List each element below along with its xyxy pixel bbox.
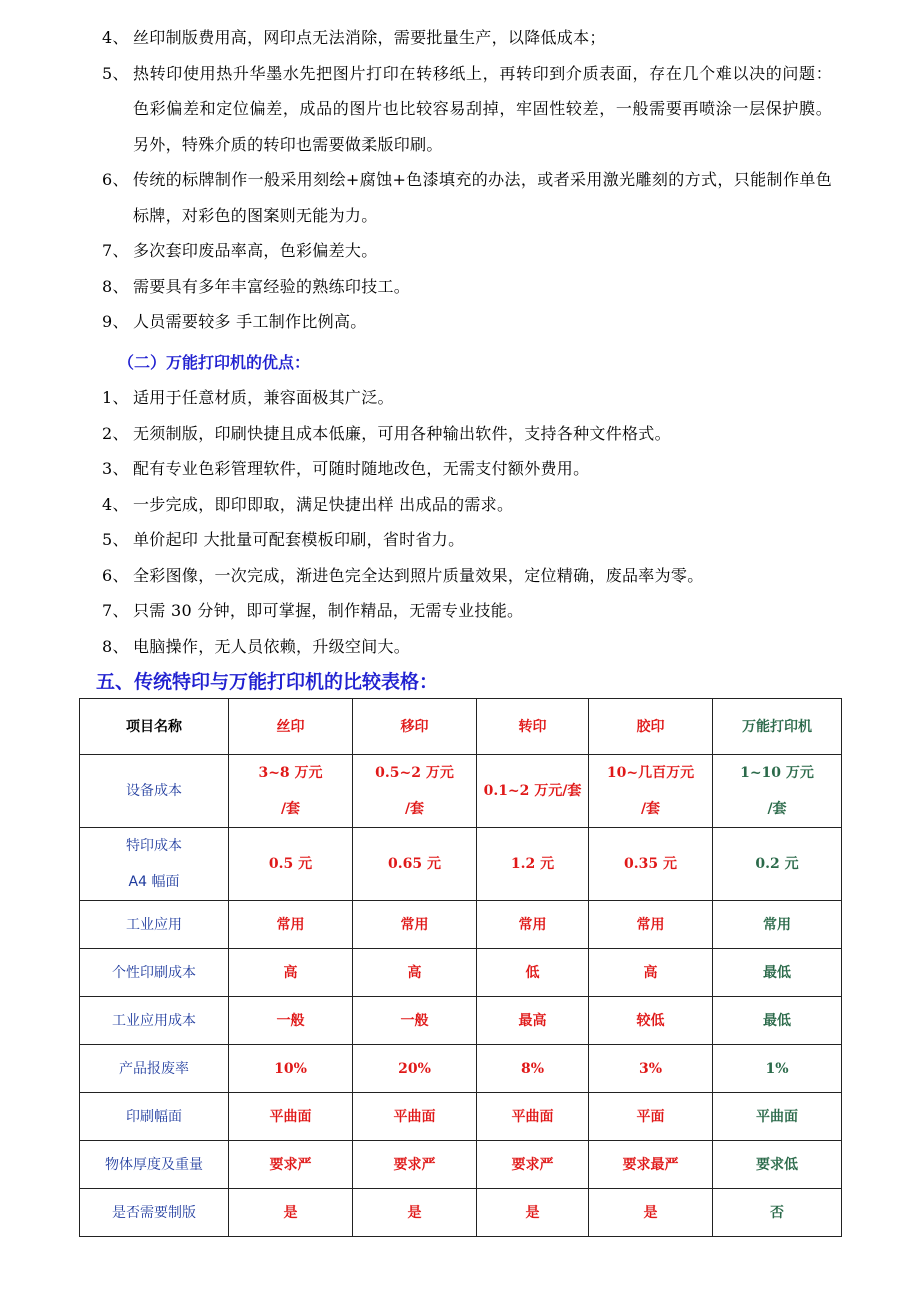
- table-cell-line: 常用: [276, 916, 305, 933]
- table-header-cell: 移印: [353, 699, 477, 755]
- table-cell: [353, 755, 477, 828]
- table-cell: [713, 828, 842, 901]
- table-cell-line: 高: [407, 964, 422, 981]
- table-cell-line: 0.35 元: [624, 856, 677, 872]
- table-cell: [477, 949, 589, 997]
- table-header-cell: 项目名称: [80, 699, 229, 755]
- list-item-text: 单价起印 大批量可配套模板印刷，省时省力。: [133, 530, 465, 549]
- row-label: [80, 1045, 229, 1093]
- row-label: [80, 949, 229, 997]
- list-item: [102, 269, 832, 305]
- table-cell-line: 0.5~2 万元: [375, 765, 454, 781]
- table-cell-line: 一般: [400, 1012, 429, 1029]
- table-cell-line: 是: [283, 1204, 298, 1221]
- list-item: [102, 380, 832, 416]
- table-cell-line: 1~10 万元: [740, 765, 814, 781]
- table-cell: [353, 997, 477, 1045]
- table-cell: [229, 755, 353, 828]
- list-item-number: 4、: [102, 494, 129, 514]
- comparison-table-heading: 五、传统特印与万能打印机的比较表格：: [96, 671, 439, 693]
- list-item: [102, 522, 832, 558]
- advantages-heading: （二）万能打印机的优点：: [118, 353, 311, 372]
- list-item-number: 7、: [102, 601, 129, 620]
- list-item: [102, 558, 832, 594]
- list-item: [102, 233, 832, 269]
- list-item-number: 8、: [102, 636, 129, 656]
- table-cell: [589, 901, 713, 949]
- list-item-text: 电脑操作，无人员依赖，升级空间大。: [133, 636, 411, 656]
- list-item-text: 需要具有多年丰富经验的熟练印技工。: [133, 276, 411, 296]
- table-cell: [229, 901, 353, 949]
- list-item-text: 热转印使用热升华墨水先把图片打印在转移纸上，再转印到介质表面，存在几个难以决的问题：色彩偏差和定位偏差，成品的图片也比较容易刮掉，牢固性较差，一般需要再喷涂一层保护膜。另外，特殊介质的转印也需要做柔版印刷。: [133, 63, 832, 154]
- row-label-line: 是否需要制版: [112, 1204, 196, 1221]
- table-cell: [589, 949, 713, 997]
- table-cell-line: 高: [283, 964, 298, 981]
- row-label: [80, 1189, 229, 1237]
- table-cell-line: 平曲面: [269, 1108, 312, 1125]
- row-label: [80, 755, 229, 828]
- row-label-line: 设备成本: [126, 783, 182, 799]
- table-cell: [589, 1045, 713, 1093]
- table-cell-line: 低: [525, 964, 540, 981]
- table-cell: [229, 997, 353, 1045]
- list-item: [102, 304, 832, 340]
- table-cell-line: /套: [767, 801, 787, 817]
- list-item-number: 6、: [102, 170, 129, 189]
- table-cell-line: 1%: [765, 1060, 789, 1077]
- table-cell: [353, 1189, 477, 1237]
- row-label: [80, 1141, 229, 1189]
- table-cell: [713, 1093, 842, 1141]
- table-cell-line: 0.2 元: [755, 856, 799, 872]
- table-cell: [589, 828, 713, 901]
- table-cell-line: 8%: [520, 1060, 545, 1077]
- table-cell: [353, 949, 477, 997]
- table-header-cell: 转印: [477, 699, 589, 755]
- table-cell-line: 要求严: [269, 1156, 312, 1173]
- table-cell-line: 常用: [400, 916, 429, 933]
- table-cell-line: 平面: [636, 1108, 665, 1125]
- table-cell: [477, 828, 589, 901]
- list-item-number: 1、: [102, 388, 129, 407]
- table-cell: [713, 755, 842, 828]
- table-cell: [589, 1141, 713, 1189]
- table-cell-line: 最高: [518, 1012, 547, 1029]
- table-cell: [713, 901, 842, 949]
- table-cell-line: 10~几百万元: [606, 765, 695, 781]
- table-cell: [713, 1141, 842, 1189]
- list-item-number: 8、: [102, 276, 129, 296]
- table-row: [80, 1093, 842, 1141]
- table-row: [80, 1189, 842, 1237]
- table-cell-line: 3~8 万元: [258, 765, 323, 781]
- table-cell-line: 常用: [636, 916, 665, 933]
- table-cell: [353, 901, 477, 949]
- row-label-line: A4 幅面: [128, 874, 180, 890]
- row-label-line: 印刷幅面: [126, 1108, 182, 1125]
- table-header-cell: 丝印: [229, 699, 353, 755]
- list-item: [102, 487, 832, 523]
- list-item-text: 多次套印废品率高，色彩偏差大。: [133, 241, 378, 260]
- table-cell-line: /套: [404, 801, 425, 817]
- list-item-text: 无须制版，印刷快捷且成本低廉，可用各种输出软件，支持各种文件格式。: [133, 423, 671, 443]
- table-cell-line: 10%: [274, 1060, 307, 1077]
- list-item: [102, 416, 832, 452]
- table-cell: [589, 997, 713, 1045]
- table-cell: [589, 755, 713, 828]
- table-cell-line: 要求严: [393, 1156, 436, 1173]
- table-cell-line: 较低: [636, 1012, 665, 1029]
- row-label-line: 工业应用: [126, 916, 182, 933]
- table-cell-line: 常用: [518, 916, 547, 933]
- table-cell-line: 要求最严: [622, 1156, 679, 1173]
- table-cell: [353, 1045, 477, 1093]
- table-cell: [589, 1093, 713, 1141]
- table-cell-line: 0.65 元: [388, 856, 441, 872]
- list-item-text: 配有专业色彩管理软件，可随时随地改色，无需支付额外费用。: [133, 459, 590, 478]
- table-cell: [477, 1045, 589, 1093]
- list-item: [102, 162, 832, 233]
- table-cell: [229, 1189, 353, 1237]
- table-header-cell: 胶印: [589, 699, 713, 755]
- table-cell-line: 20%: [398, 1060, 431, 1077]
- table-cell-line: 1.2 元: [510, 856, 555, 872]
- table-row: [80, 828, 842, 901]
- table-cell-line: 是: [643, 1204, 658, 1221]
- table-row: [80, 901, 842, 949]
- list-item: [102, 56, 832, 163]
- row-label: [80, 828, 229, 901]
- table-cell-line: 常用: [763, 916, 791, 933]
- table-cell: [477, 1141, 589, 1189]
- row-label: [80, 997, 229, 1045]
- list-item: [102, 593, 832, 629]
- list-item: [102, 20, 832, 56]
- table-cell-line: 最低: [763, 964, 791, 981]
- list-item-number: 5、: [102, 530, 129, 549]
- list-item-number: 5、: [102, 63, 129, 83]
- table-cell-line: 要求严: [511, 1156, 554, 1173]
- table-header-cell: 万能打印机: [713, 699, 842, 755]
- table-cell-line: 0.5 元: [268, 856, 313, 872]
- list-item-text: 人员需要较多 手工制作比例高。: [133, 312, 367, 331]
- list-item-number: 3、: [102, 459, 129, 478]
- row-label: [80, 1093, 229, 1141]
- list-item-text: 传统的标牌制作一般采用刻绘+腐蚀+色漆填充的办法，或者采用激光雕刻的方式，只能制作单色标牌，对彩色的图案则无能为力。: [133, 170, 832, 225]
- row-label: [80, 901, 229, 949]
- table-cell: [477, 1189, 589, 1237]
- table-row: [80, 1045, 842, 1093]
- table-cell: [713, 1189, 842, 1237]
- table-cell-line: 一般: [276, 1012, 305, 1029]
- advantages-list: [102, 380, 832, 664]
- list-item-number: 2、: [102, 423, 129, 443]
- table-cell: [713, 997, 842, 1045]
- list-item-text: 丝印制版费用高，网印点无法消除，需要批量生产，以降低成本；: [133, 28, 606, 47]
- table-cell-line: 高: [643, 964, 658, 981]
- row-label-line: 产品报废率: [119, 1060, 189, 1077]
- table-cell: [229, 1093, 353, 1141]
- list-item-number: 7、: [102, 241, 129, 260]
- list-item-text: 适用于任意材质，兼容面极其广泛。: [133, 388, 394, 407]
- table-cell: [589, 1189, 713, 1237]
- table-cell-line: 否: [770, 1204, 784, 1221]
- table-cell: [229, 1141, 353, 1189]
- table-cell-line: /套: [280, 801, 301, 817]
- table-cell: [229, 949, 353, 997]
- table-cell-line: 是: [525, 1204, 540, 1221]
- list-item-text: 只需 30 分钟，即可掌握，制作精品，无需专业技能。: [133, 601, 524, 620]
- table-cell: [477, 997, 589, 1045]
- disadvantages-list: [102, 20, 832, 340]
- list-item-number: 4、: [102, 28, 129, 47]
- table-cell-line: 要求低: [756, 1156, 798, 1173]
- row-label-line: 工业应用成本: [112, 1012, 196, 1029]
- table-cell: [477, 901, 589, 949]
- list-item: [102, 629, 832, 665]
- table-cell-line: 是: [407, 1204, 422, 1221]
- comparison-table: [79, 698, 842, 1237]
- list-item-text: 一步完成，即印即取，满足快捷出样 出成品的需求。: [133, 494, 514, 514]
- table-header-row: [80, 699, 842, 755]
- table-cell: [353, 1093, 477, 1141]
- list-item-text: 全彩图像，一次完成，渐进色完全达到照片质量效果，定位精确，废品率为零。: [133, 565, 704, 585]
- table-row: [80, 1141, 842, 1189]
- table-cell: [713, 949, 842, 997]
- table-cell-line: /套: [640, 801, 661, 817]
- table-row: [80, 997, 842, 1045]
- list-item-number: 6、: [102, 565, 129, 585]
- table-cell: [353, 828, 477, 901]
- row-label-line: 特印成本: [126, 838, 182, 854]
- row-label-line: 个性印刷成本: [112, 964, 196, 981]
- table-row: [80, 755, 842, 828]
- list-item-number: 9、: [102, 312, 129, 331]
- table-cell-line: 0.1~2 万元/套: [483, 783, 582, 799]
- table-cell: [229, 1045, 353, 1093]
- table-cell-line: 平曲面: [393, 1108, 436, 1125]
- table-cell: [353, 1141, 477, 1189]
- row-label-line: 物体厚度及重量: [105, 1156, 203, 1173]
- table-cell: [477, 755, 589, 828]
- table-cell-line: 平曲面: [511, 1108, 554, 1125]
- table-cell-line: 3%: [638, 1060, 663, 1077]
- table-cell: [229, 828, 353, 901]
- table-cell: [477, 1093, 589, 1141]
- list-item: [102, 451, 832, 487]
- table-row: [80, 949, 842, 997]
- table-cell: [713, 1045, 842, 1093]
- table-cell-line: 最低: [763, 1012, 791, 1029]
- table-cell-line: 平曲面: [756, 1108, 798, 1125]
